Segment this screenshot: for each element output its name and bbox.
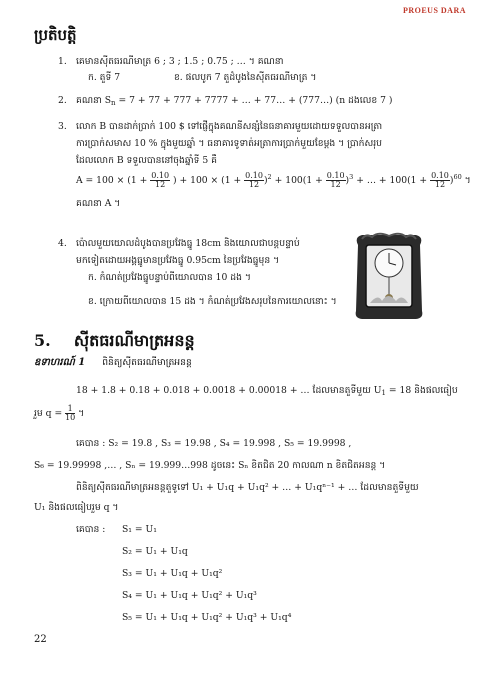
example-general-1: ពិនិត្យស៊ីតធរណីមាត្រអនន្តតួទូទៅ U₁ + U₁q + U₁q² + … + U₁qⁿ⁻¹ + … ដែលមានតួទីមួយ	[76, 482, 419, 493]
page-number: 22	[34, 634, 47, 645]
formula-tail: ។	[461, 175, 471, 186]
example-heading	[34, 355, 192, 370]
partial-sum-s1: S₁ = U₁	[122, 524, 157, 535]
exercise-3-line1	[58, 121, 382, 132]
part-a: ក. តួទី 7	[88, 72, 121, 83]
exercise-number: 3.	[58, 121, 67, 132]
exercise-4-part-b: ខ. ក្រោយពីយោលបាន 15 ដង ។ កំណត់ប្រវែងសរុបនៃការយោលនោះ ។	[88, 296, 337, 307]
formula-part: + 100(1 +	[274, 175, 323, 186]
exercise-3-formula	[76, 172, 471, 189]
formula-part: + … + 100(1 +	[356, 175, 428, 186]
exercise-text-rest: = 7 + 77 + 777 + 7777 + … + 77… + (777…) (n ដងលេខ 7 )	[115, 95, 393, 106]
exercise-2	[58, 95, 393, 107]
example-sums-2: S₆ = 19.99998 ,… , Sₙ = 19.999…998 ដូចនេះ Sₙ ខិតជិត 20 កាលណា n ខិតជិតអនន្ត ។	[34, 460, 386, 471]
ratio-fraction: $\frac{1}{10}$	[65, 404, 76, 422]
exercise-1-parts	[88, 72, 316, 83]
exercise-text: គណនា S	[76, 95, 112, 106]
example-label: ឧទាហរណ៍ 1	[34, 357, 86, 368]
exercise-4-line2: មកទៀតដោយអង្គធ្នូមានប្រវែងធ្នូ 0.95cm នៃប្រវែងធ្នូមុន ។	[76, 255, 280, 266]
fraction: $\frac{0.10}{12}$	[431, 171, 449, 189]
subscript: n	[111, 99, 116, 107]
partial-sum-s5: S₅ = U₁ + U₁q + U₁q² + U₁q³ + U₁q⁴	[122, 612, 292, 623]
example-got-label: គេបាន :	[76, 524, 106, 535]
exercise-3-compute: គណនា A ។	[76, 198, 121, 209]
formula-part: ) + 100 × (1 +	[172, 175, 242, 186]
partial-sum-s4: S₄ = U₁ + U₁q + U₁q² + U₁q³	[122, 590, 257, 601]
section-title: ប្រតិបត្តិ	[34, 26, 77, 44]
exponent: 3	[349, 173, 354, 181]
fraction: $\frac{0.10}{12}$	[326, 171, 345, 189]
exercise-3-line3: ដែលលោក B ទទួលបាននៅចុងឆ្នាំទី 5 គឺ	[76, 155, 217, 166]
exercise-text: គេមានស៊ីតធរណីមាត្រ 6 ; 3 ; 1.5 ; 0.75 ; … ។ គណនា	[76, 56, 284, 67]
exercise-number: 1.	[58, 56, 67, 67]
series-text: 18 + 1.8 + 0.18 + 0.018 + 0.0018 + 0.00018 + … ដែលមានតួទីមួយ U	[76, 385, 382, 396]
partial-sum-s2: S₂ = U₁ + U₁q	[122, 546, 188, 557]
section-5-heading	[34, 330, 195, 354]
fraction: $\frac{0.10}{12}$	[151, 171, 170, 189]
part-b: ខ. ផលបូក 7 តួដំបូងនៃស៊ីតធរណីមាត្រ ។	[173, 72, 317, 83]
example-text: ពិនិត្យស៊ីតធរណីមាត្រអនន្ត	[102, 357, 192, 368]
example-ratio	[34, 405, 84, 422]
ratio-label: រួម q =	[34, 408, 63, 419]
exercise-text: លោក B បានដាក់ប្រាក់ 100 $ ទៅផ្ញើក្នុងគណនីសន្សំនៃធនាគារមួយដោយទទួលបានអត្រា	[76, 121, 383, 132]
example-series	[76, 385, 458, 397]
exponent: 2	[267, 173, 272, 181]
series-tail: = 18 និងផលធៀប	[386, 385, 458, 396]
example-general-2: U₁ និងផលធៀបរួម q ។	[34, 502, 119, 513]
fraction: $\frac{0.10}{12}$	[245, 171, 263, 189]
formula-part: )	[263, 175, 268, 186]
exponent: 60	[453, 173, 462, 181]
header-brand: PROEUS DARA	[402, 6, 466, 15]
exercise-number: 2.	[58, 95, 67, 106]
section-number: 5.	[34, 331, 51, 350]
exercise-3-line2: ការប្រាក់សមាស 10 % ក្នុងមួយឆ្នាំ ។ ធនាគារទូទាត់អត្រាការប្រាក់មួយខែម្តង ។ ប្រាក់សរុប	[76, 138, 382, 149]
exercise-number: 4.	[58, 238, 67, 249]
formula-part: )	[345, 175, 350, 186]
formula-part: A = 100 × (1 +	[76, 175, 148, 186]
section-title: ស៊ីតធរណីមាត្រអនន្ត	[73, 331, 195, 350]
exercise-4-part-a: ក. កំណត់ប្រវែងធ្នូបន្ទាប់ពីយោលបាន 10 ដង ។	[88, 272, 251, 283]
exercise-4-line1	[58, 238, 300, 249]
example-sums-1: គេបាន : S₂ = 19.8 , S₃ = 19.98 , S₄ = 19.998 , S₅ = 19.9998 ,	[76, 438, 352, 449]
pendulum-clock-illustration	[352, 231, 426, 321]
exercise-1	[58, 56, 284, 67]
ratio-tail: ។	[78, 408, 85, 419]
partial-sum-s3: S₃ = U₁ + U₁q + U₁q²	[122, 568, 223, 579]
formula-part: )	[449, 175, 454, 186]
subscript: 1	[381, 389, 386, 397]
exercise-text: ប៉ោលមួយយោលដំបូងបានប្រវែងធ្នូ 18cm និងយោលជាបន្តបន្ទាប់	[76, 238, 300, 249]
